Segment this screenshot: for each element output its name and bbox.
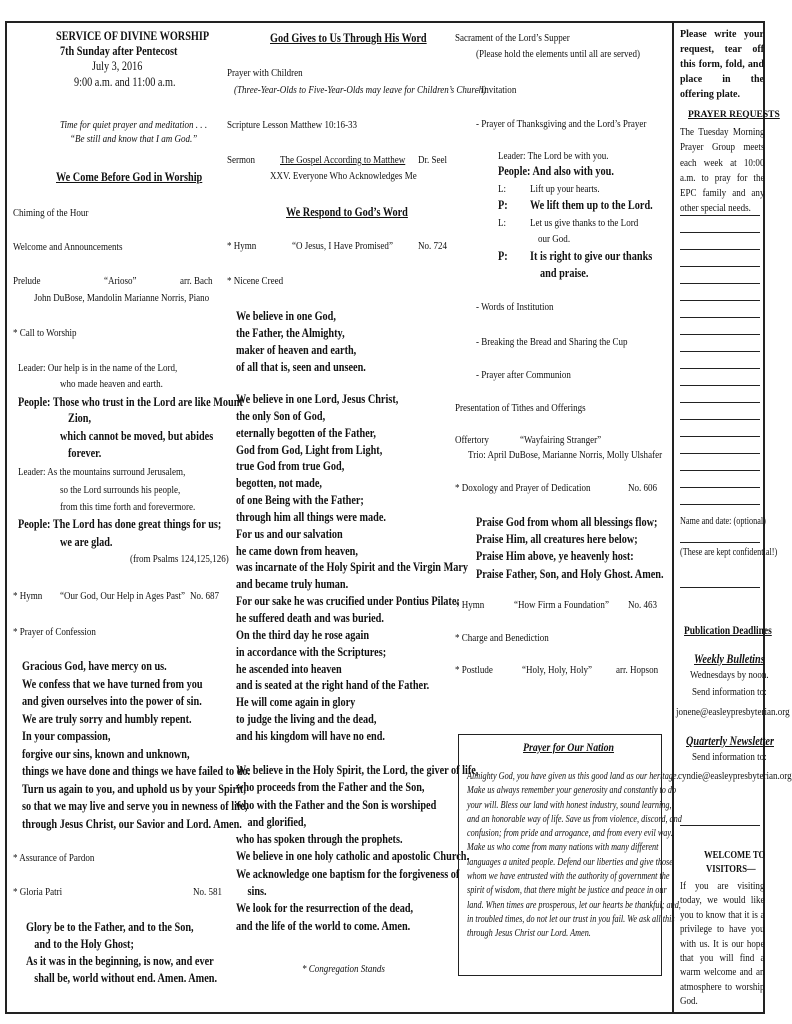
doxology-text bbox=[476, 514, 664, 583]
confession-line: through Jesus Christ, our Savior and Lord. Amen. bbox=[22, 816, 242, 831]
gloria-line: and to the Holy Ghost; bbox=[34, 937, 134, 951]
resp-p2-marker: P: bbox=[498, 198, 508, 212]
resp-p3-text-b: and praise. bbox=[540, 266, 589, 280]
confession-line: forgive our sins, known and unknown, bbox=[22, 746, 190, 761]
request-write-line[interactable] bbox=[680, 300, 760, 301]
creed-line: of all that is, seen and unseen. bbox=[236, 360, 366, 374]
nation-line: Almighty God, you have given us this good land as our heritage. bbox=[467, 771, 679, 782]
confession-line: We confess that we have turned from you bbox=[22, 676, 203, 691]
separator-line bbox=[680, 825, 760, 826]
sermon-title: The Gospel According to Matthew bbox=[280, 154, 406, 166]
call-leader-2b: so the Lord surrounds his people, bbox=[60, 484, 181, 496]
invitation: - Invitation bbox=[476, 84, 517, 96]
weekly-bulletins-deadline: Wednesdays by noon. bbox=[690, 669, 769, 681]
creed-line: was incarnate of the Holy Spirit and the Virgin Mary bbox=[236, 560, 469, 575]
publication-deadlines-title: Publication Deadlines bbox=[684, 625, 772, 637]
creed-line: We look for the resurrection of the dead, bbox=[236, 901, 414, 916]
resp-p2-text: We lift them up to the Lord. bbox=[530, 198, 653, 212]
hymn-1-title: “Our God, Our Help in Ages Past” bbox=[60, 590, 186, 602]
newsletter-email[interactable]: cyndie@easleypresbyterian.org bbox=[678, 770, 792, 782]
creed-line: maker of heaven and earth, bbox=[236, 343, 357, 357]
be-still-quote: “Be still and know that I am God.” bbox=[70, 133, 198, 145]
creed-line: sins. bbox=[247, 884, 267, 899]
resp-l3-marker: L: bbox=[498, 217, 507, 229]
welcome-announcements: Welcome and Announcements bbox=[13, 241, 123, 253]
confession-line: We are truly sorry and humbly repent. bbox=[22, 711, 192, 726]
confession-line: In your compassion, bbox=[22, 729, 111, 743]
creed-line: the Father, the Almighty, bbox=[236, 326, 345, 340]
confession-line: Turn us again to you, and uphold us by your Spirit, bbox=[22, 781, 246, 796]
childrens-church-note: (Three-Year-Olds to Five-Year-Olds may leave for Children’s Church) bbox=[234, 84, 487, 96]
request-write-line[interactable] bbox=[680, 249, 760, 250]
sermon-speaker: Dr. Seel bbox=[418, 154, 448, 166]
doxology-label: * Doxology and Prayer of Dedication bbox=[455, 482, 591, 494]
presentation-tithes: Presentation of Tithes and Offerings bbox=[455, 402, 586, 414]
creed-line: On the third day he rose again bbox=[236, 627, 370, 642]
request-write-line[interactable] bbox=[680, 470, 760, 471]
prayer-for-nation-box bbox=[458, 734, 682, 976]
call-leader-1b: who made heaven and earth. bbox=[60, 378, 163, 390]
column-tear-off bbox=[672, 21, 792, 1014]
offertory-trio: Trio: April DuBose, Marianne Norris, Molly Ulshafer bbox=[468, 449, 663, 461]
quiet-time-line: Time for quiet prayer and meditation . . . bbox=[60, 119, 208, 131]
nation-line: spirit of wisdom, that there might be justice and peace in our bbox=[467, 885, 667, 897]
creed-line: he came down from heaven, bbox=[236, 543, 358, 558]
send-info-label-2: Send information to: bbox=[692, 751, 767, 763]
request-write-line[interactable] bbox=[680, 334, 760, 335]
service-title: SERVICE OF DIVINE WORSHIP bbox=[56, 29, 210, 43]
creed-line: begotten, not made, bbox=[236, 476, 322, 491]
service-sunday: 7th Sunday after Pentecost bbox=[60, 44, 178, 58]
prelude-label: Prelude bbox=[13, 275, 41, 287]
welcome-title-1: WELCOME TO bbox=[704, 850, 766, 861]
name-date-label: Name and date: (optional) bbox=[680, 516, 766, 527]
hymn-2-title: “O Jesus, I Have Promised” bbox=[292, 240, 393, 252]
resp-l2-text: Lift up your hearts. bbox=[530, 183, 600, 195]
resp-leader-1: Leader: The Lord be with you. bbox=[498, 150, 609, 162]
call-leader-2: Leader: As the mountains surround Jerusalem, bbox=[18, 466, 186, 478]
creed-line: and his kingdom will have no end. bbox=[236, 728, 385, 743]
creed-line: For our sake he was crucified under Pontius Pilate; bbox=[236, 594, 460, 609]
resp-p3-marker: P: bbox=[498, 249, 508, 263]
request-write-line[interactable] bbox=[680, 368, 760, 369]
call-people-2: People: The Lord has done great things for us; bbox=[18, 517, 222, 531]
hymn-2-number: No. 724 bbox=[418, 240, 448, 252]
call-to-worship-label: * Call to Worship bbox=[13, 327, 77, 339]
congregation-stands-note: * Congregation Stands bbox=[302, 963, 385, 975]
breaking-bread: - Breaking the Bread and Sharing the Cup bbox=[476, 336, 628, 348]
hymn-1-label: * Hymn bbox=[13, 590, 43, 602]
lords-supper-note: (Please hold the elements until all are served) bbox=[476, 48, 641, 60]
creed-line: he suffered death and was buried. bbox=[236, 610, 384, 625]
creed-paragraph-2 bbox=[236, 391, 468, 745]
section-heading-come-before-god: We Come Before God in Worship bbox=[56, 170, 203, 184]
prayer-of-thanksgiving: - Prayer of Thanksgiving and the Lord’s Prayer bbox=[476, 118, 647, 130]
nation-line: confusion; from pride and arrogance, and from every evil way. bbox=[467, 828, 673, 840]
prayer-for-nation-title: Prayer for Our Nation bbox=[523, 740, 615, 754]
call-people-1d: forever. bbox=[68, 446, 102, 460]
resp-people-1: People: And also with you. bbox=[498, 164, 614, 178]
weekly-bulletins-title: Weekly Bulletins bbox=[694, 652, 765, 666]
request-write-line[interactable] bbox=[680, 402, 760, 403]
send-info-label-1: Send information to: bbox=[692, 686, 767, 698]
chiming-of-hour: Chiming of the Hour bbox=[13, 207, 89, 219]
creed-line: the only Son of God, bbox=[236, 408, 326, 423]
prayer-for-nation-text bbox=[467, 770, 682, 942]
confession-line: things we have done and things we have failed to do. bbox=[22, 764, 251, 778]
creed-line: who has spoken through the prophets. bbox=[236, 832, 403, 847]
resp-p3-text: It is right to give our thanks bbox=[530, 249, 653, 263]
prayer-after-communion: - Prayer after Communion bbox=[476, 369, 571, 381]
creed-line: We believe in one Lord, Jesus Christ, bbox=[236, 392, 399, 406]
hymn-3-title: “How Firm a Foundation” bbox=[514, 599, 609, 611]
service-times: 9:00 a.m. and 11:00 a.m. bbox=[74, 75, 176, 89]
nation-line: through Jesus Christ our Lord. Amen. bbox=[467, 928, 591, 940]
confession-text bbox=[22, 658, 250, 833]
postlude-label: * Postlude bbox=[455, 664, 493, 676]
creed-line: who with the Father and the Son is worshiped bbox=[236, 797, 437, 812]
creed-line: of one Being with the Father; bbox=[236, 493, 364, 508]
separator-line bbox=[680, 587, 760, 588]
charge-benediction: * Charge and Benediction bbox=[455, 632, 549, 644]
nicene-creed-label: * Nicene Creed bbox=[227, 275, 284, 287]
doxology-line: Praise Him, all creatures here below; bbox=[476, 532, 638, 547]
creed-line: in accordance with the Scriptures; bbox=[236, 644, 387, 659]
call-people-1: People: Those who trust in the Lord are like Mount bbox=[18, 395, 243, 409]
creed-line: We believe in one God, bbox=[236, 309, 336, 323]
request-write-line[interactable] bbox=[680, 215, 760, 216]
assurance-of-pardon: * Assurance of Pardon bbox=[13, 852, 95, 864]
creed-line: We believe in one holy catholic and apostolic Church. bbox=[236, 849, 470, 864]
creed-line: We believe in the Holy Spirit, the Lord, the giver of life, bbox=[236, 763, 479, 777]
hymn-3-label: * Hymn bbox=[455, 599, 485, 611]
doxology-line: Praise Father, Son, and Holy Ghost. Amen. bbox=[476, 566, 664, 581]
request-write-line[interactable] bbox=[680, 283, 760, 284]
prayer-requests-title: PRAYER REQUESTS bbox=[688, 110, 780, 120]
confidential-note: (These are kept confidential!) bbox=[680, 547, 778, 558]
offertory-label: Offertory bbox=[455, 434, 489, 446]
creed-line: and glorified, bbox=[247, 814, 307, 829]
request-write-line[interactable] bbox=[680, 351, 760, 352]
doxology-line: Praise God from whom all blessings flow; bbox=[476, 515, 658, 529]
bulletin-email[interactable]: jonene@easleypresbyterian.org bbox=[676, 706, 790, 718]
creed-line: true God from true God, bbox=[236, 459, 345, 474]
request-write-line[interactable] bbox=[680, 487, 760, 488]
creed-line: through him all things were made. bbox=[236, 509, 386, 524]
creed-line: who proceeds from the Father and the Son, bbox=[236, 780, 425, 795]
confession-line: and given ourselves into the power of sin. bbox=[22, 694, 202, 708]
resp-l3-text: Let us give thanks to the Lord bbox=[530, 217, 639, 229]
creed-line: and is seated at the right hand of the Father. bbox=[236, 678, 430, 693]
prayer-with-children: Prayer with Children bbox=[227, 67, 303, 79]
request-write-line[interactable] bbox=[680, 232, 760, 233]
request-write-line[interactable] bbox=[680, 453, 760, 454]
postlude-title: “Holy, Holy, Holy” bbox=[522, 664, 592, 676]
nation-line: Make us who come from many nations with many different bbox=[467, 842, 659, 854]
call-source: (from Psalms 124,125,126) bbox=[130, 553, 229, 565]
nation-line: in troubled times, do not let our trust in you fail. We ask all this bbox=[467, 913, 675, 925]
gloria-patri-label: * Gloria Patri bbox=[13, 886, 63, 898]
sermon-subtitle: XXV. Everyone Who Acknowledges Me bbox=[270, 170, 417, 182]
gloria-line: Glory be to the Father, and to the Son, bbox=[26, 920, 194, 934]
request-write-line[interactable] bbox=[680, 504, 760, 505]
service-date: July 3, 2016 bbox=[92, 59, 143, 73]
welcome-title-2: VISITORS— bbox=[706, 864, 756, 875]
creed-line: he ascended into heaven bbox=[236, 661, 342, 676]
section-heading-respond: We Respond to God’s Word bbox=[286, 205, 408, 219]
name-date-write-line[interactable] bbox=[680, 542, 760, 543]
confession-line: Gracious God, have mercy on us. bbox=[22, 659, 167, 673]
gloria-patri-number: No. 581 bbox=[193, 886, 223, 898]
nation-line: whom we have entrusted with the authority of government the bbox=[467, 871, 670, 883]
resp-l3-text-b: our God. bbox=[538, 233, 571, 245]
creed-line: He will come again in glory bbox=[236, 695, 356, 710]
prelude-composer: arr. Bach bbox=[180, 275, 213, 287]
sermon-label: Sermon bbox=[227, 154, 256, 166]
words-of-institution: - Words of Institution bbox=[476, 301, 554, 313]
creed-line: For us and our salvation bbox=[236, 526, 343, 541]
nation-line: and an honorable way of life. Save us from violence, discord, and bbox=[467, 813, 682, 825]
creed-line: We acknowledge one baptism for the forgiveness of bbox=[236, 866, 460, 881]
section-heading-god-gives: God Gives to Us Through His Word bbox=[270, 31, 427, 45]
nation-line: your will. Bless our land with honest industry, sound learning, bbox=[467, 799, 672, 811]
creed-line: and became truly human. bbox=[236, 577, 349, 592]
creed-paragraph-1 bbox=[236, 308, 366, 376]
request-write-line[interactable] bbox=[680, 385, 760, 386]
postlude-arranger: arr. Hopson bbox=[616, 664, 659, 676]
call-people-2b: we are glad. bbox=[60, 535, 113, 549]
quarterly-newsletter-title: Quarterly Newsletter bbox=[686, 734, 774, 748]
resp-l2-marker: L: bbox=[498, 183, 507, 195]
welcome-visitors-text: If you are visiting today, we would like you to know that it is a privilege to have you with us. It is our hope that you will find a warm welcome and an atmosphere to worship God. bbox=[680, 880, 765, 1008]
request-write-line[interactable] bbox=[680, 266, 760, 267]
confession-line: so that we may live and serve you in newness of life, bbox=[22, 799, 248, 813]
hymn-2-label: * Hymn bbox=[227, 240, 257, 252]
creed-line: to judge the living and the dead, bbox=[236, 712, 377, 727]
doxology-number: No. 606 bbox=[628, 482, 658, 494]
lords-supper-title: Sacrament of the Lord’s Supper bbox=[455, 32, 570, 44]
creed-line: eternally begotten of the Father, bbox=[236, 425, 376, 440]
creed-line: and the life of the world to come. Amen. bbox=[236, 918, 411, 933]
prelude-performers: John DuBose, Mandolin Marianne Norris, Piano bbox=[34, 292, 210, 304]
creed-paragraph-3 bbox=[236, 762, 478, 935]
prayer-requests-text: The Tuesday Morning Prayer Group meets each week at 10:00 a.m. to pray for the EPC family and any other special needs. bbox=[680, 126, 765, 215]
gloria-line: As it was in the beginning, is now, and ever bbox=[26, 954, 214, 968]
prayer-of-confession-label: * Prayer of Confession bbox=[13, 626, 96, 638]
nation-line: land. When times are prosperous, let our hearts be thankful; and, bbox=[467, 899, 681, 911]
hymn-1-number: No. 687 bbox=[190, 590, 220, 602]
gloria-patri-text bbox=[26, 919, 217, 987]
hymn-3-number: No. 463 bbox=[628, 599, 658, 611]
tear-off-instructions: Please write your request, tear off this form, fold, and place in the offering plate. bbox=[680, 29, 764, 100]
call-leader-1: Leader: Our help is in the name of the Lord, bbox=[18, 362, 178, 374]
prelude-title: “Arioso” bbox=[104, 275, 137, 287]
request-write-line[interactable] bbox=[680, 317, 760, 318]
call-people-1b: Zion, bbox=[68, 411, 92, 425]
gloria-line: shall be, world without end. Amen. Amen. bbox=[34, 971, 218, 985]
doxology-line: Praise Him above, ye heavenly host: bbox=[476, 549, 634, 564]
call-people-1c: which cannot be moved, but abides bbox=[60, 429, 214, 443]
request-write-line[interactable] bbox=[680, 436, 760, 437]
request-write-line[interactable] bbox=[680, 419, 760, 420]
creed-line: God from God, Light from Light, bbox=[236, 442, 383, 457]
nation-line: languages a united people. Defend our liberties and give those bbox=[467, 856, 673, 868]
nation-line: Make us always remember your generosity and constantly to do bbox=[467, 785, 677, 797]
offertory-title: “Wayfairing Stranger” bbox=[520, 434, 602, 446]
call-leader-2c: from this time forth and forevermore. bbox=[60, 501, 196, 513]
scripture-lesson: Scripture Lesson Matthew 10:16-33 bbox=[227, 119, 358, 131]
